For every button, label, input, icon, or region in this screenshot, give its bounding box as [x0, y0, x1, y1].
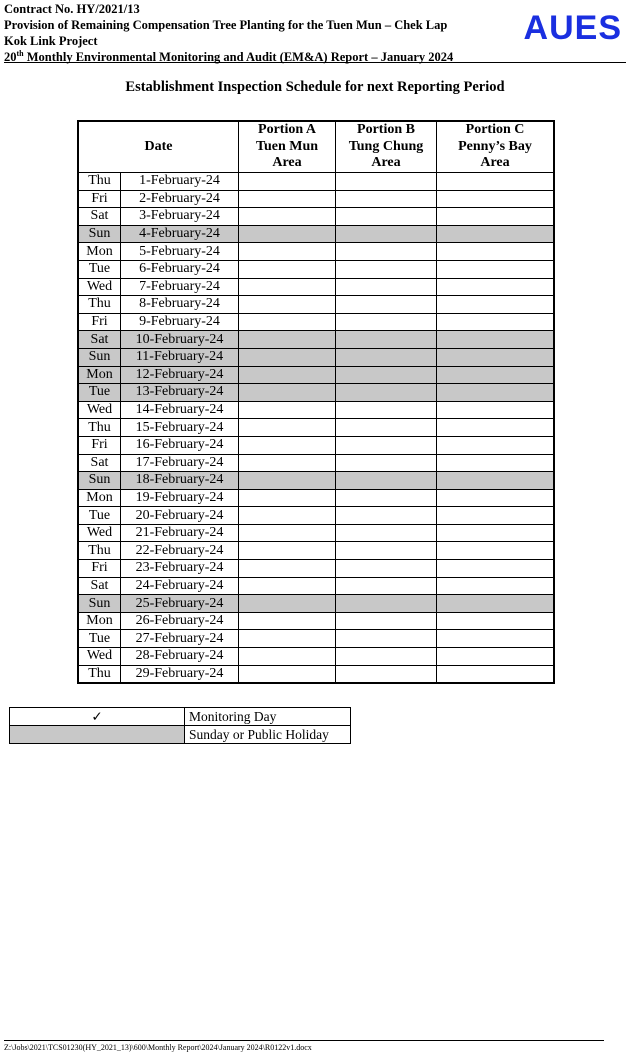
project-title-line-2: Kok Link Project	[4, 34, 98, 48]
date-cell: 8-February-24	[121, 296, 239, 314]
table-row	[78, 278, 554, 296]
day-cell: Tue	[78, 260, 121, 278]
portion-a-cell	[239, 542, 336, 560]
holiday-swatch	[10, 726, 185, 744]
table-row	[78, 648, 554, 666]
header-date: Date	[78, 121, 239, 173]
day-cell: Fri	[78, 436, 121, 454]
day-cell: Tue	[78, 630, 121, 648]
table-row	[78, 260, 554, 278]
day-cell: Sun	[78, 472, 121, 490]
table-row	[78, 225, 554, 243]
portion-c-cell	[437, 401, 555, 419]
portion-c-cell	[437, 225, 555, 243]
table-row	[78, 630, 554, 648]
day-cell: Mon	[78, 612, 121, 630]
portion-b-cell	[336, 419, 437, 437]
portion-b-cell	[336, 472, 437, 490]
table-row	[78, 313, 554, 331]
table-row	[78, 489, 554, 507]
date-cell: 5-February-24	[121, 243, 239, 261]
date-cell: 29-February-24	[121, 665, 239, 683]
portion-c-cell	[437, 366, 555, 384]
date-cell: 14-February-24	[121, 401, 239, 419]
table-row	[78, 560, 554, 578]
day-cell: Wed	[78, 278, 121, 296]
portion-a-cell	[239, 489, 336, 507]
project-title-line-1: Provision of Remaining Compensation Tree Planting for the Tuen Mun – Chek Lap	[4, 18, 448, 32]
table-row	[78, 542, 554, 560]
portion-b-cell	[336, 665, 437, 683]
portion-c-cell	[437, 542, 555, 560]
portion-b-cell	[336, 542, 437, 560]
table-header-row	[78, 121, 554, 173]
portion-c-cell	[437, 348, 555, 366]
portion-a-cell	[239, 665, 336, 683]
date-cell: 25-February-24	[121, 595, 239, 613]
day-cell: Mon	[78, 489, 121, 507]
portion-a-cell	[239, 225, 336, 243]
portion-b-cell	[336, 630, 437, 648]
portion-b-cell	[336, 243, 437, 261]
portion-b-cell	[336, 577, 437, 595]
portion-b-cell	[336, 190, 437, 208]
schedule-body	[78, 173, 554, 684]
day-cell: Wed	[78, 524, 121, 542]
footer-divider	[4, 1040, 604, 1041]
portion-a-cell	[239, 648, 336, 666]
portion-b-cell	[336, 489, 437, 507]
portion-a-cell	[239, 313, 336, 331]
table-row	[78, 419, 554, 437]
header-portion-a-line-2: Tuen Mun	[255, 138, 319, 154]
portion-b-cell	[336, 648, 437, 666]
header-divider	[4, 62, 626, 63]
portion-b-cell	[336, 560, 437, 578]
portion-b-cell	[336, 225, 437, 243]
header-portion-c	[437, 121, 555, 173]
portion-a-cell	[239, 331, 336, 349]
date-cell: 2-February-24	[121, 190, 239, 208]
portion-b-cell	[336, 595, 437, 613]
day-cell: Thu	[78, 419, 121, 437]
portion-a-cell	[239, 401, 336, 419]
date-cell: 10-February-24	[121, 331, 239, 349]
portion-c-cell	[437, 612, 555, 630]
day-cell: Sat	[78, 331, 121, 349]
date-cell: 3-February-24	[121, 208, 239, 226]
portion-c-cell	[437, 648, 555, 666]
date-cell: 20-February-24	[121, 507, 239, 525]
date-cell: 4-February-24	[121, 225, 239, 243]
portion-c-cell	[437, 243, 555, 261]
portion-a-cell	[239, 436, 336, 454]
table-row	[78, 173, 554, 191]
day-cell: Sat	[78, 577, 121, 595]
day-cell: Thu	[78, 173, 121, 191]
portion-b-cell	[336, 507, 437, 525]
day-cell: Tue	[78, 384, 121, 402]
portion-c-cell	[437, 296, 555, 314]
portion-a-cell	[239, 278, 336, 296]
portion-c-cell	[437, 507, 555, 525]
date-cell: 18-February-24	[121, 472, 239, 490]
portion-c-cell	[437, 190, 555, 208]
portion-b-cell	[336, 296, 437, 314]
portion-c-cell	[437, 454, 555, 472]
date-cell: 11-February-24	[121, 348, 239, 366]
aues-logo: AUES	[523, 9, 622, 47]
table-row	[78, 577, 554, 595]
day-cell: Thu	[78, 296, 121, 314]
date-cell: 9-February-24	[121, 313, 239, 331]
date-cell: 1-February-24	[121, 173, 239, 191]
portion-c-cell	[437, 489, 555, 507]
date-cell: 16-February-24	[121, 436, 239, 454]
table-row	[78, 243, 554, 261]
portion-a-cell	[239, 472, 336, 490]
table-row	[78, 296, 554, 314]
portion-b-cell	[336, 260, 437, 278]
portion-c-cell	[437, 560, 555, 578]
portion-c-cell	[437, 577, 555, 595]
report-title-rest: Monthly Environmental Monitoring and Audit (EM&A) Report – January 2024	[23, 50, 454, 64]
date-cell: 24-February-24	[121, 577, 239, 595]
date-cell: 15-February-24	[121, 419, 239, 437]
contract-number: Contract No. HY/2021/13	[4, 2, 140, 16]
header-portion-b-line-3: Area	[371, 155, 401, 171]
table-row	[78, 190, 554, 208]
portion-c-cell	[437, 173, 555, 191]
date-cell: 22-February-24	[121, 542, 239, 560]
portion-a-cell	[239, 630, 336, 648]
portion-b-cell	[336, 208, 437, 226]
table-row	[78, 401, 554, 419]
date-cell: 17-February-24	[121, 454, 239, 472]
inspection-schedule-table	[77, 120, 555, 684]
date-cell: 13-February-24	[121, 384, 239, 402]
portion-c-cell	[437, 436, 555, 454]
portion-b-cell	[336, 384, 437, 402]
portion-a-cell	[239, 507, 336, 525]
portion-b-cell	[336, 401, 437, 419]
table-row	[78, 595, 554, 613]
portion-a-cell	[239, 560, 336, 578]
day-cell: Sun	[78, 225, 121, 243]
date-cell: 27-February-24	[121, 630, 239, 648]
date-cell: 23-February-24	[121, 560, 239, 578]
portion-a-cell	[239, 296, 336, 314]
portion-c-cell	[437, 630, 555, 648]
table-row	[78, 208, 554, 226]
portion-b-cell	[336, 278, 437, 296]
portion-c-cell	[437, 331, 555, 349]
portion-b-cell	[336, 454, 437, 472]
portion-a-cell	[239, 524, 336, 542]
table-row	[78, 507, 554, 525]
footer-file-path: Z:\Jobs\2021\TCS01230(HY_2021_13)\600\Monthly Report\2024\January 2024\R0122v1.docx	[4, 1043, 312, 1052]
table-row	[78, 665, 554, 683]
table-row	[78, 384, 554, 402]
day-cell: Sun	[78, 348, 121, 366]
header-portion-b-line-2: Tung Chung	[348, 138, 424, 154]
legend-row-monitoring	[10, 708, 351, 726]
table-row	[78, 436, 554, 454]
portion-c-cell	[437, 665, 555, 683]
portion-a-cell	[239, 612, 336, 630]
report-ordinal-number: 20	[4, 50, 17, 64]
header-portion-a-line-3: Area	[272, 155, 302, 171]
legend-label-monitoring: Monitoring Day	[185, 708, 351, 726]
date-cell: 26-February-24	[121, 612, 239, 630]
date-cell: 7-February-24	[121, 278, 239, 296]
day-cell: Wed	[78, 648, 121, 666]
table-row	[78, 472, 554, 490]
report-ordinal-suffix: th	[16, 48, 24, 58]
day-cell: Sun	[78, 595, 121, 613]
header-portion-b	[336, 121, 437, 173]
portion-c-cell	[437, 419, 555, 437]
portion-c-cell	[437, 260, 555, 278]
portion-b-cell	[336, 331, 437, 349]
day-cell: Mon	[78, 366, 121, 384]
portion-b-cell	[336, 173, 437, 191]
portion-b-cell	[336, 366, 437, 384]
day-cell: Mon	[78, 243, 121, 261]
table-row	[78, 366, 554, 384]
portion-a-cell	[239, 260, 336, 278]
table-row	[78, 612, 554, 630]
portion-a-cell	[239, 190, 336, 208]
date-cell: 6-February-24	[121, 260, 239, 278]
portion-b-cell	[336, 612, 437, 630]
day-cell: Fri	[78, 560, 121, 578]
portion-c-cell	[437, 313, 555, 331]
day-cell: Thu	[78, 542, 121, 560]
portion-b-cell	[336, 348, 437, 366]
portion-a-cell	[239, 577, 336, 595]
portion-a-cell	[239, 348, 336, 366]
portion-c-cell	[437, 524, 555, 542]
portion-a-cell	[239, 366, 336, 384]
table-row	[78, 524, 554, 542]
checkmark-icon: ✓	[10, 708, 185, 726]
page-title: Establishment Inspection Schedule for next Reporting Period	[125, 79, 505, 95]
header-portion-a	[239, 121, 336, 173]
legend-label-holiday: Sunday or Public Holiday	[185, 726, 351, 744]
portion-a-cell	[239, 208, 336, 226]
portion-c-cell	[437, 384, 555, 402]
header-portion-c-line-2: Penny’s Bay	[458, 138, 532, 154]
header-portion-c-line-3: Area	[480, 155, 510, 171]
portion-a-cell	[239, 419, 336, 437]
portion-c-cell	[437, 595, 555, 613]
header-portion-b-line-1: Portion B	[357, 122, 415, 138]
legend-table	[9, 707, 351, 744]
day-cell: Sat	[78, 208, 121, 226]
portion-a-cell	[239, 595, 336, 613]
table-row	[78, 348, 554, 366]
date-cell: 12-February-24	[121, 366, 239, 384]
portion-a-cell	[239, 454, 336, 472]
date-cell: 21-February-24	[121, 524, 239, 542]
legend-row-holiday	[10, 726, 351, 744]
day-cell: Wed	[78, 401, 121, 419]
portion-c-cell	[437, 472, 555, 490]
header-portion-a-line-1: Portion A	[258, 122, 316, 138]
day-cell: Thu	[78, 665, 121, 683]
portion-b-cell	[336, 436, 437, 454]
day-cell: Tue	[78, 507, 121, 525]
day-cell: Fri	[78, 190, 121, 208]
portion-b-cell	[336, 524, 437, 542]
date-cell: 28-February-24	[121, 648, 239, 666]
day-cell: Fri	[78, 313, 121, 331]
portion-b-cell	[336, 313, 437, 331]
portion-c-cell	[437, 278, 555, 296]
portion-a-cell	[239, 173, 336, 191]
portion-a-cell	[239, 384, 336, 402]
table-row	[78, 331, 554, 349]
portion-c-cell	[437, 208, 555, 226]
header-portion-c-line-1: Portion C	[465, 122, 525, 138]
day-cell: Sat	[78, 454, 121, 472]
table-row	[78, 454, 554, 472]
portion-a-cell	[239, 243, 336, 261]
date-cell: 19-February-24	[121, 489, 239, 507]
